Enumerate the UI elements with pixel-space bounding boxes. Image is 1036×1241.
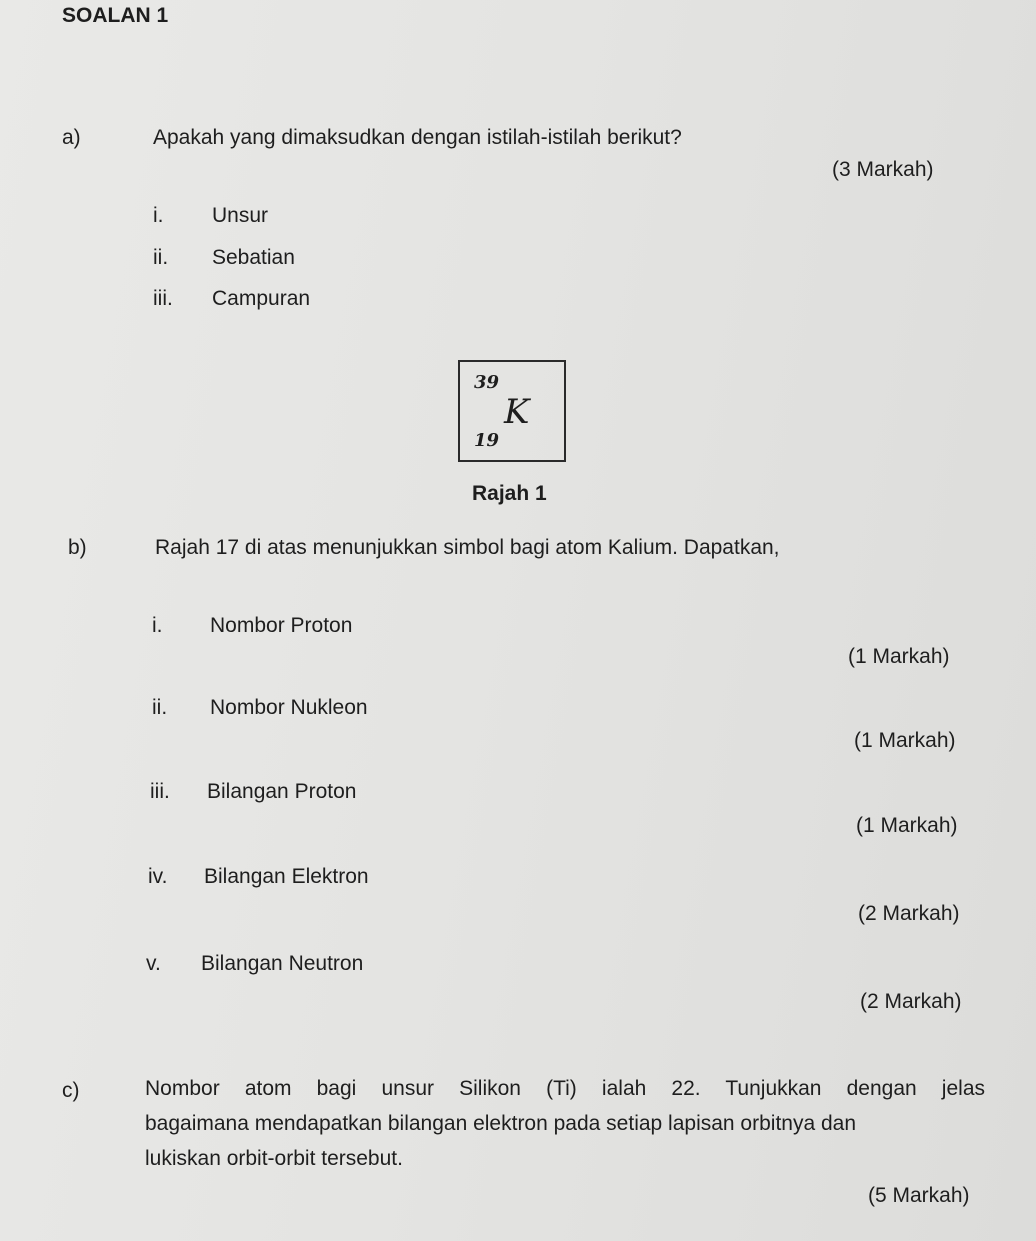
part-a-item-num: iii. (153, 287, 173, 310)
atom-symbol-box (458, 360, 566, 462)
part-b-item-num: v. (146, 952, 161, 975)
part-a-item-text: Sebatian (212, 246, 295, 269)
part-a-item-text: Campuran (212, 287, 311, 310)
part-b-item-num: ii. (152, 696, 168, 719)
atomic-number: 19 (474, 430, 500, 451)
part-b-item-num: iii. (150, 780, 170, 803)
part-b-item-text: Bilangan Elektron (204, 865, 369, 888)
part-c-label: c) (62, 1079, 80, 1102)
part-c-line: bagaimana mendapatkan bilangan elektron pada setiap lapisan orbitnya dan (145, 1112, 857, 1135)
part-b-item-text: Bilangan Proton (207, 780, 357, 803)
part-c-line: Nombor atom bagi unsur Silikon (Ti) ialah 22. Tunjukkan dengan jelas (145, 1077, 985, 1100)
part-b-item-num: iv. (148, 865, 168, 888)
part-a-item-num: i. (153, 204, 164, 227)
part-a-question: Apakah yang dimaksudkan dengan istilah-istilah berikut? (153, 126, 682, 149)
part-b-item-marks: (2 Markah) (860, 990, 962, 1013)
part-a-label: a) (62, 126, 81, 149)
part-b-item-marks: (1 Markah) (856, 814, 958, 837)
part-c-line: lukiskan orbit-orbit tersebut. (145, 1147, 403, 1170)
part-b-item-marks: (2 Markah) (858, 902, 960, 925)
part-b-item-num: i. (152, 614, 163, 637)
part-b-item-text: Nombor Proton (210, 614, 353, 637)
part-c-question (145, 1071, 985, 1176)
element-symbol: K (504, 392, 530, 432)
part-a-item-text: Unsur (212, 204, 269, 227)
mass-number: 39 (474, 372, 500, 393)
part-b-question: Rajah 17 di atas menunjukkan simbol bagi atom Kalium. Dapatkan, (155, 536, 780, 559)
part-b-label: b) (68, 536, 87, 559)
part-b-item-marks: (1 Markah) (854, 729, 956, 752)
part-b-item-marks: (1 Markah) (848, 645, 950, 668)
section-title: SOALAN 1 (62, 4, 169, 27)
part-b-item-text: Nombor Nukleon (210, 696, 368, 719)
part-b-item-text: Bilangan Neutron (201, 952, 364, 975)
part-c-marks: (5 Markah) (868, 1184, 970, 1207)
part-a-marks: (3 Markah) (832, 158, 934, 181)
part-a-item-num: ii. (153, 246, 169, 269)
figure-caption: Rajah 1 (472, 482, 547, 505)
